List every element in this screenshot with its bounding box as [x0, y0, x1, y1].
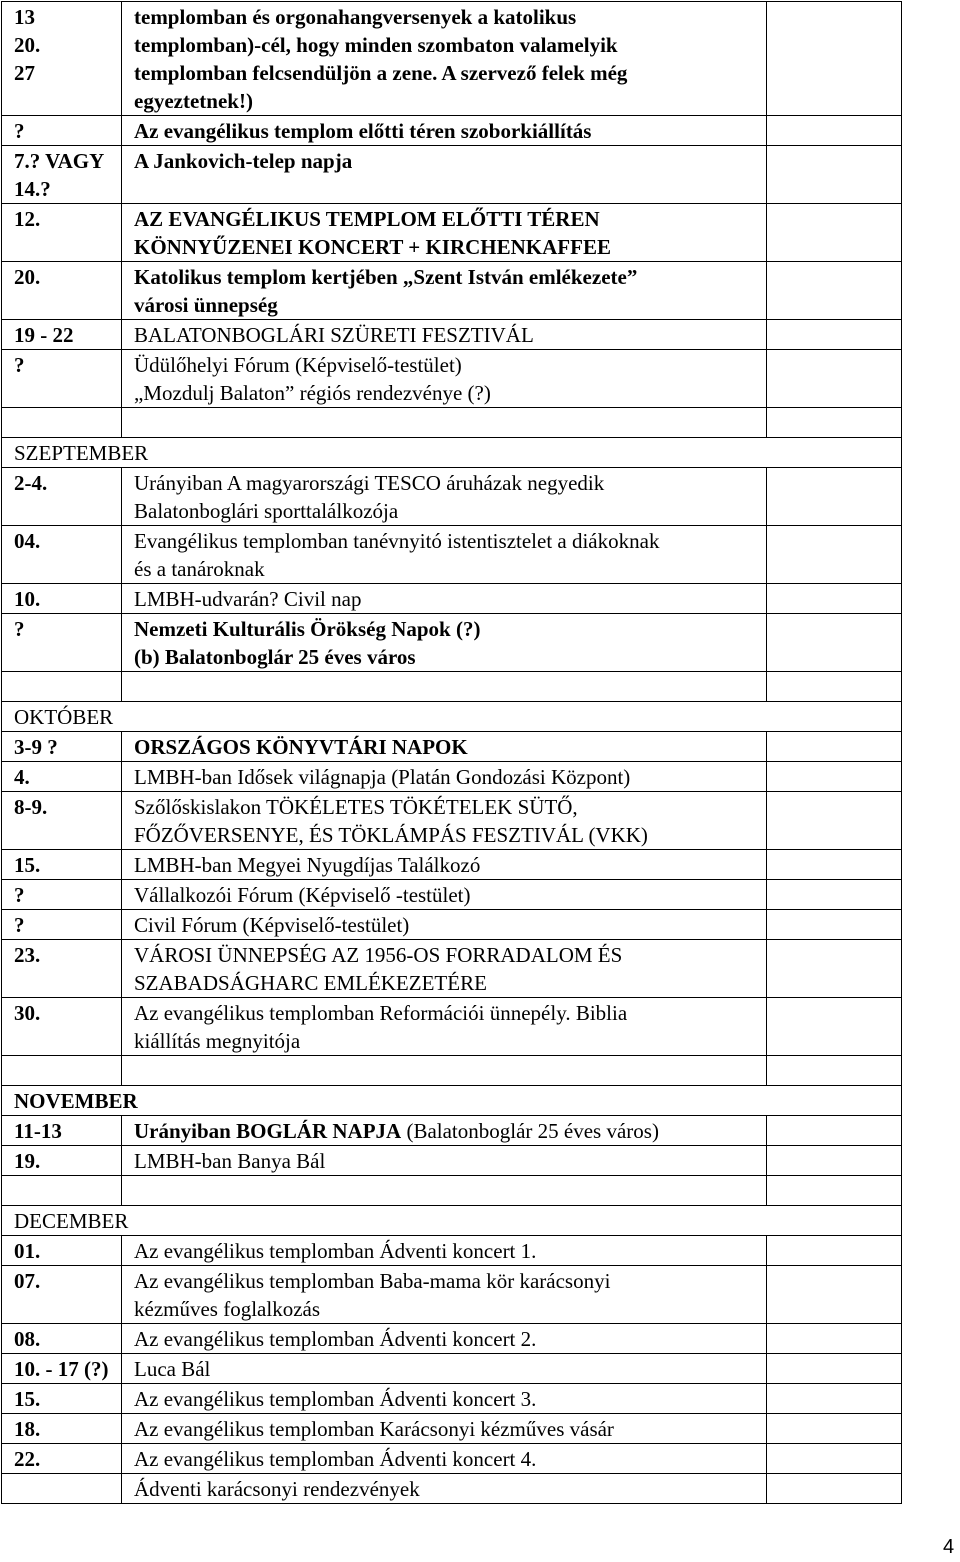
event-date [2, 1444, 122, 1474]
event-description [122, 468, 767, 526]
event-row [2, 1354, 902, 1384]
event-date [2, 1354, 122, 1384]
event-date [2, 526, 122, 584]
event-row [2, 672, 902, 702]
event-description-line: Az evangélikus templomban Ádventi koncert 4. [134, 1447, 537, 1471]
event-date [2, 116, 122, 146]
event-date [2, 262, 122, 320]
event-date [2, 762, 122, 792]
event-description [122, 940, 767, 998]
event-row [2, 408, 902, 438]
event-description-line: Ádventi karácsonyi rendezvények [134, 1477, 420, 1501]
month-header-row [2, 702, 902, 732]
event-date-line: 15. [14, 853, 41, 877]
event-description [122, 262, 767, 320]
event-description-line: és a tanároknak [134, 557, 265, 581]
empty-notes-cell [767, 762, 902, 792]
event-date-line: ? [14, 119, 25, 143]
event-description [122, 526, 767, 584]
event-date-line: 19. [14, 1149, 41, 1173]
event-description-line: (b) Balatonboglár 25 éves város [134, 645, 416, 669]
event-row [2, 146, 902, 204]
event-date-line: ? [14, 913, 25, 937]
event-row [2, 1176, 902, 1206]
empty-notes-cell [767, 526, 902, 584]
event-description [122, 1116, 767, 1146]
event-description [122, 880, 767, 910]
event-row [2, 1384, 902, 1414]
event-date-line: 12. [14, 207, 41, 231]
event-date [2, 940, 122, 998]
event-description [122, 146, 767, 204]
event-date-line: 14.? [14, 177, 51, 201]
empty-notes-cell [767, 1116, 902, 1146]
month-header: DECEMBER [2, 1206, 902, 1236]
event-row [2, 2, 902, 116]
event-row [2, 1444, 902, 1474]
event-description [122, 2, 767, 116]
event-row [2, 614, 902, 672]
empty-notes-cell [767, 940, 902, 998]
event-date-line: 07. [14, 1269, 41, 1293]
event-description [122, 116, 767, 146]
empty-notes-cell [767, 468, 902, 526]
event-description-line: Az evangélikus templom előtti téren szoborkiállítás [134, 119, 592, 143]
event-description-line: BALATONBOGLÁRI SZÜRETI FESZTIVÁL [134, 323, 534, 347]
empty-notes-cell [767, 1266, 902, 1324]
event-date [2, 1414, 122, 1444]
empty-notes-cell [767, 1146, 902, 1176]
month-header: SZEPTEMBER [2, 438, 902, 468]
event-description-line: Katolikus templom kertjében „Szent István emlékezete” [134, 265, 638, 289]
event-date [2, 614, 122, 672]
event-description-line: Üdülőhelyi Fórum (Képviselő-testület) [134, 353, 462, 377]
event-date [2, 204, 122, 262]
event-date-line: 10. - 17 (?) [14, 1357, 109, 1381]
event-row [2, 732, 902, 762]
event-row [2, 1056, 902, 1086]
event-date-line: 19 - 22 [14, 323, 74, 347]
event-row [2, 1324, 902, 1354]
event-description [122, 1414, 767, 1444]
event-row [2, 1414, 902, 1444]
event-date-line: 18. [14, 1417, 41, 1441]
empty-notes-cell [767, 2, 902, 116]
empty-notes-cell [767, 204, 902, 262]
empty-notes-cell [767, 1236, 902, 1266]
event-description-line: egyeztetnek!) [134, 89, 253, 113]
event-row [2, 880, 902, 910]
event-description [122, 1444, 767, 1474]
event-description [122, 1236, 767, 1266]
event-date [2, 1176, 122, 1206]
event-row [2, 1146, 902, 1176]
event-description-line: templomban felcsendüljön a zene. A szervező felek még [134, 61, 628, 85]
event-row [2, 1236, 902, 1266]
event-row [2, 262, 902, 320]
month-header-row [2, 1206, 902, 1236]
event-description-line: templomban)-cél, hogy minden szombaton valamelyik [134, 33, 618, 57]
event-description-line: Luca Bál [134, 1357, 211, 1381]
event-description-segment: Urányiban BOGLÁR NAPJA [134, 1119, 402, 1143]
event-date-line: ? [14, 617, 25, 641]
event-date-line: ? [14, 883, 25, 907]
event-description-line: LMBH-ban Idősek világnapja (Platán Gondozási Központ) [134, 765, 631, 789]
event-description-line: A Jankovich-telep napja [134, 149, 353, 173]
event-date [2, 2, 122, 116]
event-description-line: ORSZÁGOS KÖNYVTÁRI NAPOK [134, 735, 468, 759]
event-date [2, 792, 122, 850]
empty-notes-cell [767, 1384, 902, 1414]
empty-notes-cell [767, 320, 902, 350]
empty-notes-cell [767, 350, 902, 408]
event-description-line: Urányiban A magyarországi TESCO áruházak negyedik [134, 471, 605, 495]
empty-notes-cell [767, 1474, 902, 1504]
event-description [122, 762, 767, 792]
event-description-line: Az evangélikus templomban Ádventi koncert 1. [134, 1239, 537, 1263]
event-row [2, 584, 902, 614]
event-description-line: SZABADSÁGHARC EMLÉKEZETÉRE [134, 971, 487, 995]
event-description [122, 1056, 767, 1086]
event-description-line: kiállítás megnyitója [134, 1029, 301, 1053]
event-description-line: LMBH-udvarán? Civil nap [134, 587, 362, 611]
event-row [2, 1116, 902, 1146]
empty-notes-cell [767, 1176, 902, 1206]
event-date-line: 15. [14, 1387, 41, 1411]
event-row [2, 1474, 902, 1504]
event-date [2, 350, 122, 408]
empty-notes-cell [767, 1056, 902, 1086]
event-description [122, 1324, 767, 1354]
event-description-line: VÁROSI ÜNNEPSÉG AZ 1956-OS FORRADALOM ÉS [134, 943, 623, 967]
event-description-line: Az evangélikus templomban Ádventi koncert 3. [134, 1387, 537, 1411]
events-table [1, 1, 902, 1504]
event-description [122, 1354, 767, 1384]
event-description-line: kézműves foglalkozás [134, 1297, 321, 1321]
event-description-line: Az evangélikus templomban Ádventi koncert 2. [134, 1327, 537, 1351]
empty-notes-cell [767, 146, 902, 204]
event-row [2, 850, 902, 880]
event-date [2, 672, 122, 702]
event-row [2, 1266, 902, 1324]
event-description [122, 1176, 767, 1206]
event-description-line: Civil Fórum (Képviselő-testület) [134, 913, 410, 937]
event-date-line: 11-13 [14, 1119, 62, 1143]
event-date [2, 146, 122, 204]
event-description-line: Nemzeti Kulturális Örökség Napok (?) [134, 617, 481, 641]
event-description-line: Balatonboglári sporttalálkozója [134, 499, 399, 523]
month-header: OKTÓBER [2, 702, 902, 732]
event-date-line: 04. [14, 529, 41, 553]
empty-notes-cell [767, 880, 902, 910]
empty-notes-cell [767, 1354, 902, 1384]
empty-notes-cell [767, 792, 902, 850]
event-date-line: 23. [14, 943, 41, 967]
event-description [122, 1146, 767, 1176]
event-date [2, 1146, 122, 1176]
event-description [122, 1474, 767, 1504]
event-description-line [134, 1117, 754, 1145]
event-row [2, 320, 902, 350]
event-description-line: „Mozdulj Balaton” régiós rendezvénye (?) [134, 381, 491, 405]
event-description-line: Vállalkozói Fórum (Képviselő -testület) [134, 883, 471, 907]
event-description-line: Evangélikus templomban tanévnyitó istentisztelet a diákoknak [134, 529, 660, 553]
event-date-line: 22. [14, 1447, 41, 1471]
event-description [122, 1266, 767, 1324]
event-description-line: AZ EVANGÉLIKUS TEMPLOM ELŐTTI TÉREN [134, 207, 600, 231]
event-date [2, 1056, 122, 1086]
event-row [2, 998, 902, 1056]
event-date [2, 320, 122, 350]
event-row [2, 204, 902, 262]
event-date-line: 08. [14, 1327, 41, 1351]
event-description-line: FŐZŐVERSENYE, ÉS TÖKLÁMPÁS FESZTIVÁL (VKK) [134, 823, 648, 847]
event-row [2, 940, 902, 998]
event-row [2, 762, 902, 792]
event-description-line: Az evangélikus templomban Reformációi ünnepély. Biblia [134, 1001, 628, 1025]
event-row [2, 910, 902, 940]
empty-notes-cell [767, 910, 902, 940]
empty-notes-cell [767, 116, 902, 146]
month-header-row [2, 1086, 902, 1116]
event-description-line: Szőlőskislakon TÖKÉLETES TÖKÉTELEK SÜTŐ, [134, 795, 578, 819]
event-date [2, 584, 122, 614]
event-date-line: 30. [14, 1001, 41, 1025]
event-description-line: városi ünnepség [134, 293, 278, 317]
event-row [2, 526, 902, 584]
event-date [2, 732, 122, 762]
event-date [2, 910, 122, 940]
event-date-line: 20. [14, 33, 41, 57]
event-date-line: 4. [14, 765, 30, 789]
event-description [122, 614, 767, 672]
event-row [2, 468, 902, 526]
event-date-line: 8-9. [14, 795, 48, 819]
event-date-line: 7.? VAGY [14, 149, 105, 173]
page-number: 4 [943, 1536, 955, 1558]
month-header: NOVEMBER [2, 1086, 902, 1116]
empty-notes-cell [767, 262, 902, 320]
event-description [122, 1384, 767, 1414]
event-date [2, 1236, 122, 1266]
event-description [122, 850, 767, 880]
event-date [2, 1266, 122, 1324]
event-date [2, 850, 122, 880]
event-date [2, 1474, 122, 1504]
empty-notes-cell [767, 614, 902, 672]
event-date [2, 1116, 122, 1146]
event-description [122, 792, 767, 850]
event-description-line: KÖNNYŰZENEI KONCERT + KIRCHENKAFFEE [134, 235, 611, 259]
event-date-line: 27 [14, 61, 35, 85]
event-description-line: Az evangélikus templomban Karácsonyi kézműves vásár [134, 1417, 614, 1441]
event-description [122, 350, 767, 408]
event-date-line: 10. [14, 587, 41, 611]
event-row [2, 792, 902, 850]
empty-notes-cell [767, 1324, 902, 1354]
event-date [2, 1384, 122, 1414]
event-description [122, 732, 767, 762]
empty-notes-cell [767, 584, 902, 614]
empty-notes-cell [767, 408, 902, 438]
empty-notes-cell [767, 1414, 902, 1444]
event-date-line: 20. [14, 265, 41, 289]
event-description-line: Az evangélikus templomban Baba-mama kör karácsonyi [134, 1269, 611, 1293]
event-date-line: 01. [14, 1239, 41, 1263]
event-description [122, 584, 767, 614]
month-header-row [2, 438, 902, 468]
event-description-line: LMBH-ban Banya Bál [134, 1149, 326, 1173]
empty-notes-cell [767, 672, 902, 702]
event-description [122, 910, 767, 940]
event-description [122, 320, 767, 350]
event-description-line: templomban és orgonahangversenyek a katolikus [134, 5, 577, 29]
event-description [122, 204, 767, 262]
event-row [2, 350, 902, 408]
empty-notes-cell [767, 850, 902, 880]
event-description [122, 408, 767, 438]
event-date-line: ? [14, 353, 25, 377]
empty-notes-cell [767, 998, 902, 1056]
event-date [2, 880, 122, 910]
event-description-segment: (Balatonboglár 25 éves város) [401, 1119, 659, 1143]
event-date [2, 1324, 122, 1354]
event-date [2, 468, 122, 526]
event-description [122, 998, 767, 1056]
event-date-line: 3-9 ? [14, 735, 58, 759]
event-date [2, 408, 122, 438]
event-date [2, 998, 122, 1056]
event-date-line: 13 [14, 5, 35, 29]
event-description [122, 672, 767, 702]
empty-notes-cell [767, 732, 902, 762]
events-table-body [2, 2, 902, 1504]
empty-notes-cell [767, 1444, 902, 1474]
event-row [2, 116, 902, 146]
event-description-line: LMBH-ban Megyei Nyugdíjas Találkozó [134, 853, 481, 877]
event-date-line: 2-4. [14, 471, 48, 495]
